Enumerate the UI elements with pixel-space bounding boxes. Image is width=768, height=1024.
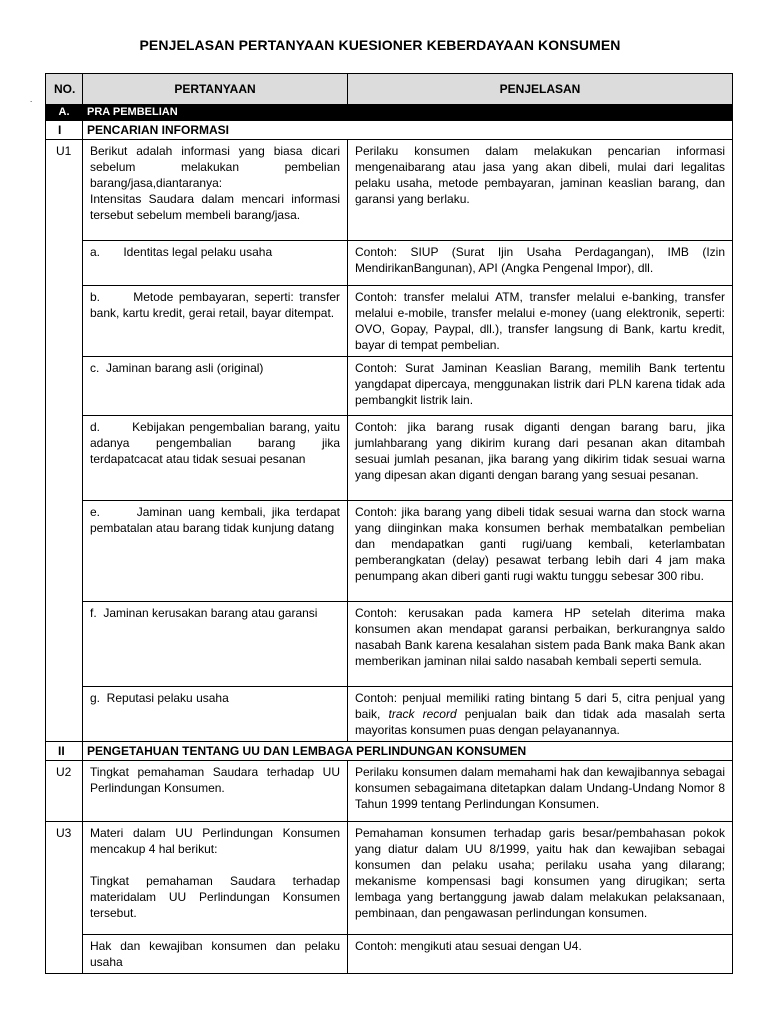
sub-item-row [46,501,733,602]
sub-item-question: a. Identitas legal pelaku usaha [83,241,348,286]
question-intro: Materi dalam UU Perlindungan Konsumen mencakup 4 hal berikut: [90,826,340,856]
column-header-question: PERTANYAAN [83,74,348,105]
sub-item-explanation: Contoh: SIUP (Surat Ijin Usaha Perdagangan), IMB (Izin MendirikanBangunan), API (Angka Pengenal Impor), dll. [348,241,733,286]
sub-item-explanation: Contoh: Surat Jaminan Keaslian Barang, memilih Bank tertentu yangdapat dipercaya, menggunakan listrik dari PLN karena tidak ada pembangkit listrik lain. [348,357,733,416]
question-cell: Tingkat pemahaman Saudara terhadap UU Perlindungan Konsumen. [83,761,348,822]
group-label: PENGETAHUAN TENTANG UU DAN LEMBAGA PERLINDUNGAN KONSUMEN [83,742,733,761]
sub-item-row [46,935,733,974]
sub-item-question: g. Reputasi pelaku usaha [83,687,348,742]
question-text: Intensitas Saudara dalam mencari informasi tersebut sebelum membeli barang/jasa. [90,192,340,222]
explanation-text: Contoh: penjual memiliki rating bintang 5 dari 5, citra penjual yang baik, [355,691,725,721]
sub-item-question: d. Kebijakan pengembalian barang, yaitu adanya pengembalian barang jika terdapatcacat atau tidak sesuai pesanan [83,416,348,501]
section-row [46,105,733,121]
explanation-italic: track record [388,707,457,721]
question-row [46,822,733,935]
sub-item-question: b. Metode pembayaran, seperti: transfer bank, kartu kredit, gerai retail, bayar ditempat. [83,286,348,357]
sub-item-explanation: Contoh: transfer melalui ATM, transfer melalui e-banking, transfer melalui e-mobile, transfer melalui e-money (uang elektronik, seperti: OVO, Gopay, Paypal, dll.), transfer langsung di Bank, kartu kredit, bayar di tempat pembelian. [348,286,733,357]
sub-item-row [46,416,733,501]
explanation-cell: Perilaku konsumen dalam melakukan pencarian informasi mengenaibarang atau jasa yang akan dibeli, mulai dari legalitas pelaku usaha, metode pembayaran, jaminan keaslian barang, dan garansi yang berlaku. [348,140,733,241]
header-row [46,74,733,105]
sub-item-explanation: Contoh: kerusakan pada kamera HP setelah diterima maka konsumen akan mendapat garansi perbaikan, berkurangnya saldo nasabah Bank karena kesalahan sistem pada Bank maka Bank akan memberikan jaminan nilai saldo nasabah kembali seperti semula. [348,602,733,687]
group-row [46,742,733,761]
question-cell [83,140,348,241]
spacer [90,857,340,873]
group-code: I [46,121,83,140]
question-code: U3 [46,822,83,974]
question-row [46,761,733,822]
section-code: A. [46,105,83,121]
section-label: PRA PEMBELIAN [83,105,733,121]
sub-item-explanation: Contoh: mengikuti atau sesuai dengan U4. [348,935,733,974]
explanation-cell: Perilaku konsumen dalam memahami hak dan kewajibannya sebagai konsumen sebagaimana ditetapkan dalam Undang-Undang Nomor 8 Tahun 1999 tentang Perlindungan Konsumen. [348,761,733,822]
explanation-text: penjualan baik dan tidak ada masalah serta mayoritas konsumen puas dengan pelayanannya. [355,707,726,737]
sub-item-explanation [348,687,733,742]
question-text: Tingkat pemahaman Saudara terhadap materidalam UU Perlindungan Konsumen tersebut. [90,874,340,920]
question-intro: Berikut adalah informasi yang biasa dicari sebelum melakukan pembelian barang/jasa,diantaranya: [90,144,340,190]
question-cell [83,822,348,935]
sub-item-row [46,357,733,416]
group-label: PENCARIAN INFORMASI [83,121,733,140]
sub-item-question: e. Jaminan uang kembali, jika terdapat pembatalan atau barang tidak kunjung datang [83,501,348,602]
question-row [46,140,733,241]
questionnaire-table [45,73,733,974]
column-header-explanation: PENJELASAN [348,74,733,105]
document-title: PENJELASAN PERTANYAAN KUESIONER KEBERDAYAAN KONSUMEN [139,37,621,53]
group-code: II [46,742,83,761]
column-header-no: NO. [46,74,83,105]
sub-item-row [46,687,733,742]
sub-item-explanation: Contoh: jika barang rusak diganti dengan barang baru, jika jumlahbarang yang dikirim kurang dari pesanan akan ditambah sesuai jumlah pesanan, jika barang yang dikirim tidak sesuai warna yang dipesan akan diganti dengan barang yang sesuai pesanan. [348,416,733,501]
sub-item-question: Hak dan kewajiban konsumen dan pelaku usaha [83,935,348,974]
sub-item-row [46,241,733,286]
sub-item-question: c. Jaminan barang asli (original) [83,357,348,416]
stray-mark: . [30,95,33,104]
sub-item-question: f. Jaminan kerusakan barang atau garansi [83,602,348,687]
explanation-cell: Pemahaman konsumen terhadap garis besar/pembahasan pokok yang diatur dalam UU 8/1999, yaitu hak dan kewajiban sebagai konsumen dan pelaku usaha; perilaku usaha yang dilarang; mekanisme kompensasi bagi konsumen yang dirugikan; serta lembaga yang bertanggung jawab dalam melakukan pelaksanaan, pembinaan, dan pengawasan perlindungan konsumen. [348,822,733,935]
question-code: U2 [46,761,83,822]
sub-item-row [46,602,733,687]
group-row [46,121,733,140]
sub-item-explanation: Contoh: jika barang yang dibeli tidak sesuai warna dan stock warna yang diinginkan maka konsumen berhak membatalkan pembelian dan mendapatkan ganti rugi/uang kembali, keterlambatan pemberangkatan (delay) pesawat terbang lebih dari 4 jam maka penumpang akan diberi ganti rugi waktu tunggu sebesar 300 ribu. [348,501,733,602]
sub-item-row [46,286,733,357]
question-code: U1 [46,140,83,742]
